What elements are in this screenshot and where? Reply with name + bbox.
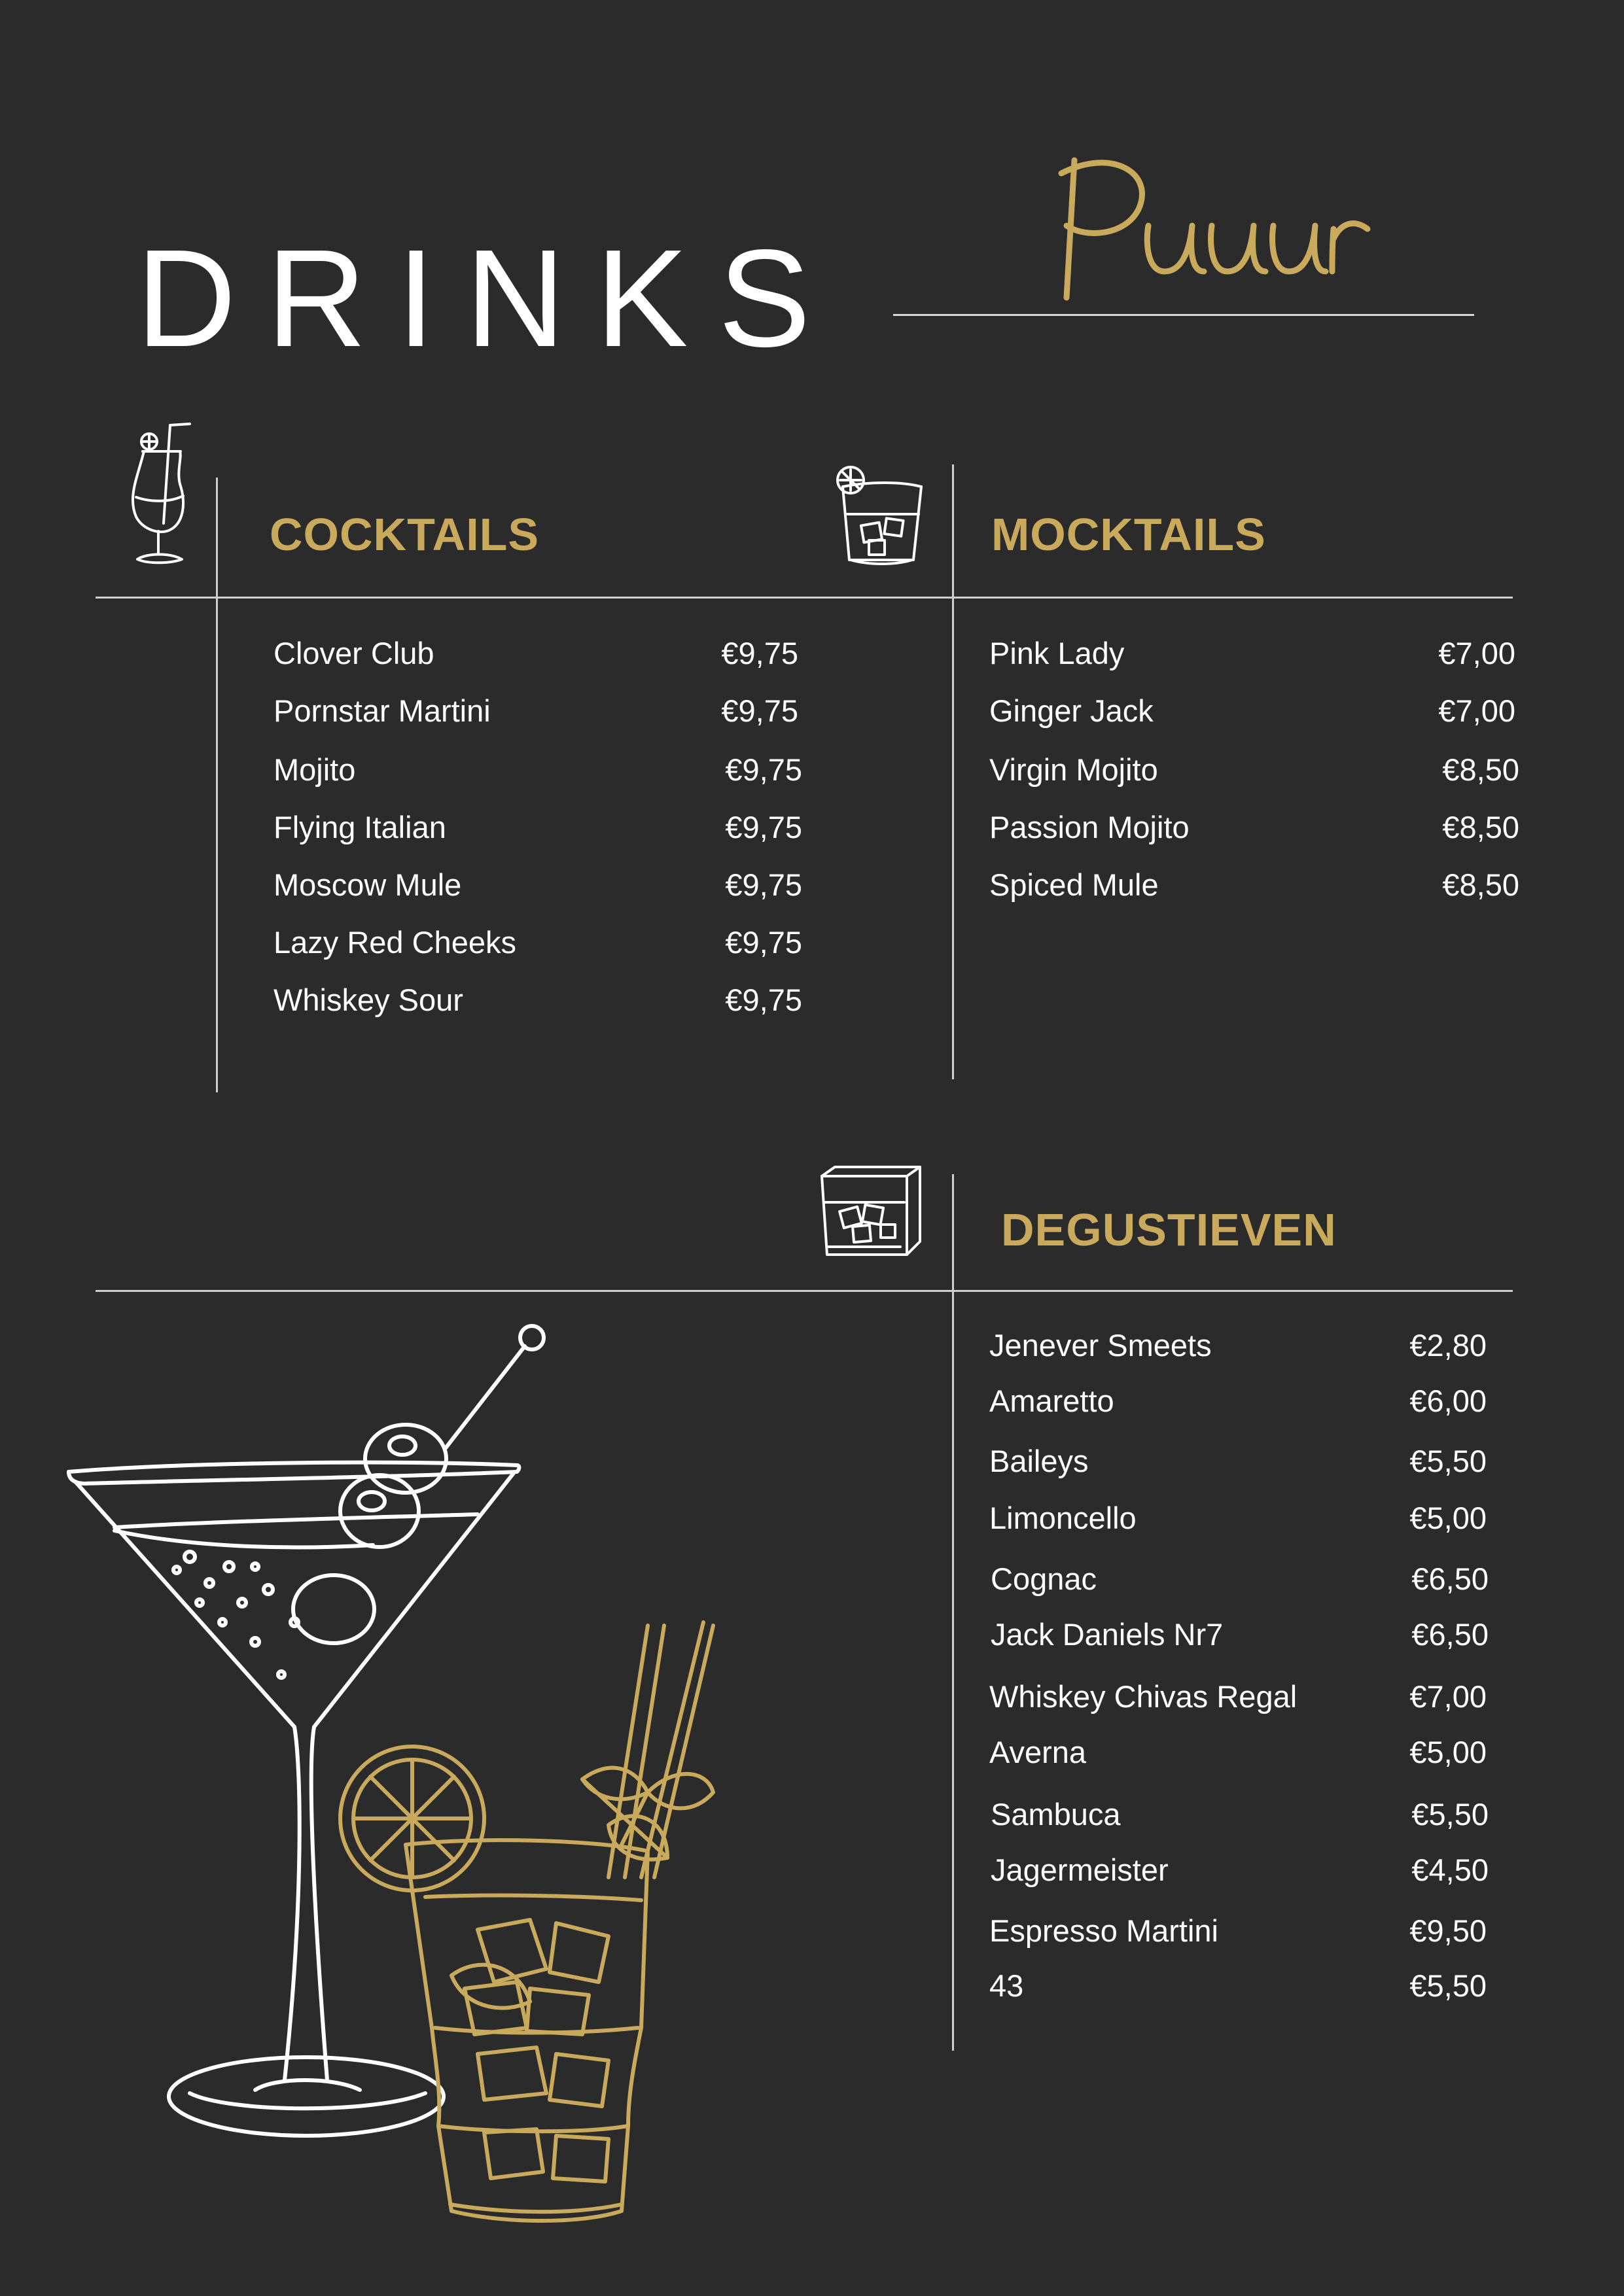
cocktails-divider (216, 478, 218, 1092)
degustief-price: €7,00 (1409, 1679, 1487, 1714)
mocktails-heading: MOCKTAILS (991, 509, 1266, 560)
mocktail-name: Spiced Mule (989, 867, 1159, 902)
mocktail-price: €7,00 (1438, 636, 1515, 670)
degustief-name: Espresso Martini (989, 1913, 1218, 1948)
mocktail-name: Virgin Mojito (989, 752, 1158, 787)
degustief-price: €6,50 (1411, 1561, 1489, 1596)
degustief-price: €9,50 (1409, 1913, 1487, 1948)
cocktail-name: Whiskey Sour (274, 983, 463, 1017)
degustief-name: Sambuca (991, 1797, 1121, 1832)
cocktail-name: Moscow Mule (274, 867, 462, 902)
cocktails-heading: COCKTAILS (270, 509, 540, 560)
cocktail-price: €9,75 (725, 810, 802, 844)
mojito-glass-icon (340, 1622, 713, 2221)
degustief-name: Cognac (991, 1561, 1097, 1596)
cocktail-name: Pornstar Martini (274, 693, 491, 728)
degustief-name: Jack Daniels Nr7 (991, 1617, 1224, 1652)
degustief-name: Jagermeister (991, 1852, 1169, 1887)
cocktail-name: Flying Italian (274, 810, 446, 844)
degustief-name: 43 (989, 1968, 1024, 2003)
degustief-name: Whiskey Chivas Regal (989, 1679, 1297, 1714)
mocktail-price: €8,50 (1442, 752, 1519, 787)
ice-glass-icon (815, 1163, 927, 1261)
cocktail-name: Clover Club (274, 636, 434, 670)
degustief-name: Averna (989, 1735, 1087, 1769)
page-title: DRINKS (136, 220, 841, 375)
degustief-name: Baileys (989, 1444, 1089, 1478)
degustief-price: €6,50 (1411, 1617, 1489, 1652)
degustief-price: €4,50 (1411, 1852, 1489, 1887)
degustief-price: €5,50 (1411, 1797, 1489, 1832)
cocktail-price: €9,75 (725, 983, 802, 1017)
mocktail-name: Passion Mojito (989, 810, 1190, 844)
middle-rule (96, 1290, 1513, 1292)
degustief-price: €5,00 (1409, 1501, 1487, 1535)
cocktail-price: €9,75 (721, 693, 798, 728)
mocktails-divider (952, 464, 954, 1079)
brand-underline (893, 314, 1474, 316)
cocktail-price: €9,75 (725, 925, 802, 960)
degustief-price: €5,50 (1409, 1968, 1487, 2003)
hurricane-glass-icon (124, 419, 196, 572)
degustief-price: €5,50 (1409, 1444, 1487, 1478)
degustief-price: €5,00 (1409, 1735, 1487, 1769)
cocktail-price: €9,75 (725, 867, 802, 902)
mocktail-name: Pink Lady (989, 636, 1125, 670)
top-rule (96, 597, 1513, 599)
degustief-price: €6,00 (1409, 1383, 1487, 1418)
cocktail-price: €9,75 (721, 636, 798, 670)
cocktail-price: €9,75 (725, 752, 802, 787)
degustief-name: Limoncello (989, 1501, 1137, 1535)
mocktail-price: €7,00 (1438, 693, 1515, 728)
cocktail-name: Mojito (274, 752, 356, 787)
degustief-name: Jenever Smeets (989, 1328, 1212, 1363)
martini-glass-icon (69, 1326, 544, 2136)
degustief-price: €2,80 (1409, 1328, 1487, 1363)
rocks-glass-lemon-icon (830, 462, 928, 566)
degustief-name: Amaretto (989, 1383, 1114, 1418)
mocktail-name: Ginger Jack (989, 693, 1154, 728)
mocktail-price: €8,50 (1442, 810, 1519, 844)
degustieven-heading: DEGUSTIEVEN (1001, 1204, 1337, 1255)
cocktail-name: Lazy Red Cheeks (274, 925, 516, 960)
degustieven-divider (952, 1174, 954, 2051)
mocktail-price: €8,50 (1442, 867, 1519, 902)
brand-logo (1040, 147, 1381, 304)
martini-and-mojito-illustration (59, 1308, 746, 2237)
